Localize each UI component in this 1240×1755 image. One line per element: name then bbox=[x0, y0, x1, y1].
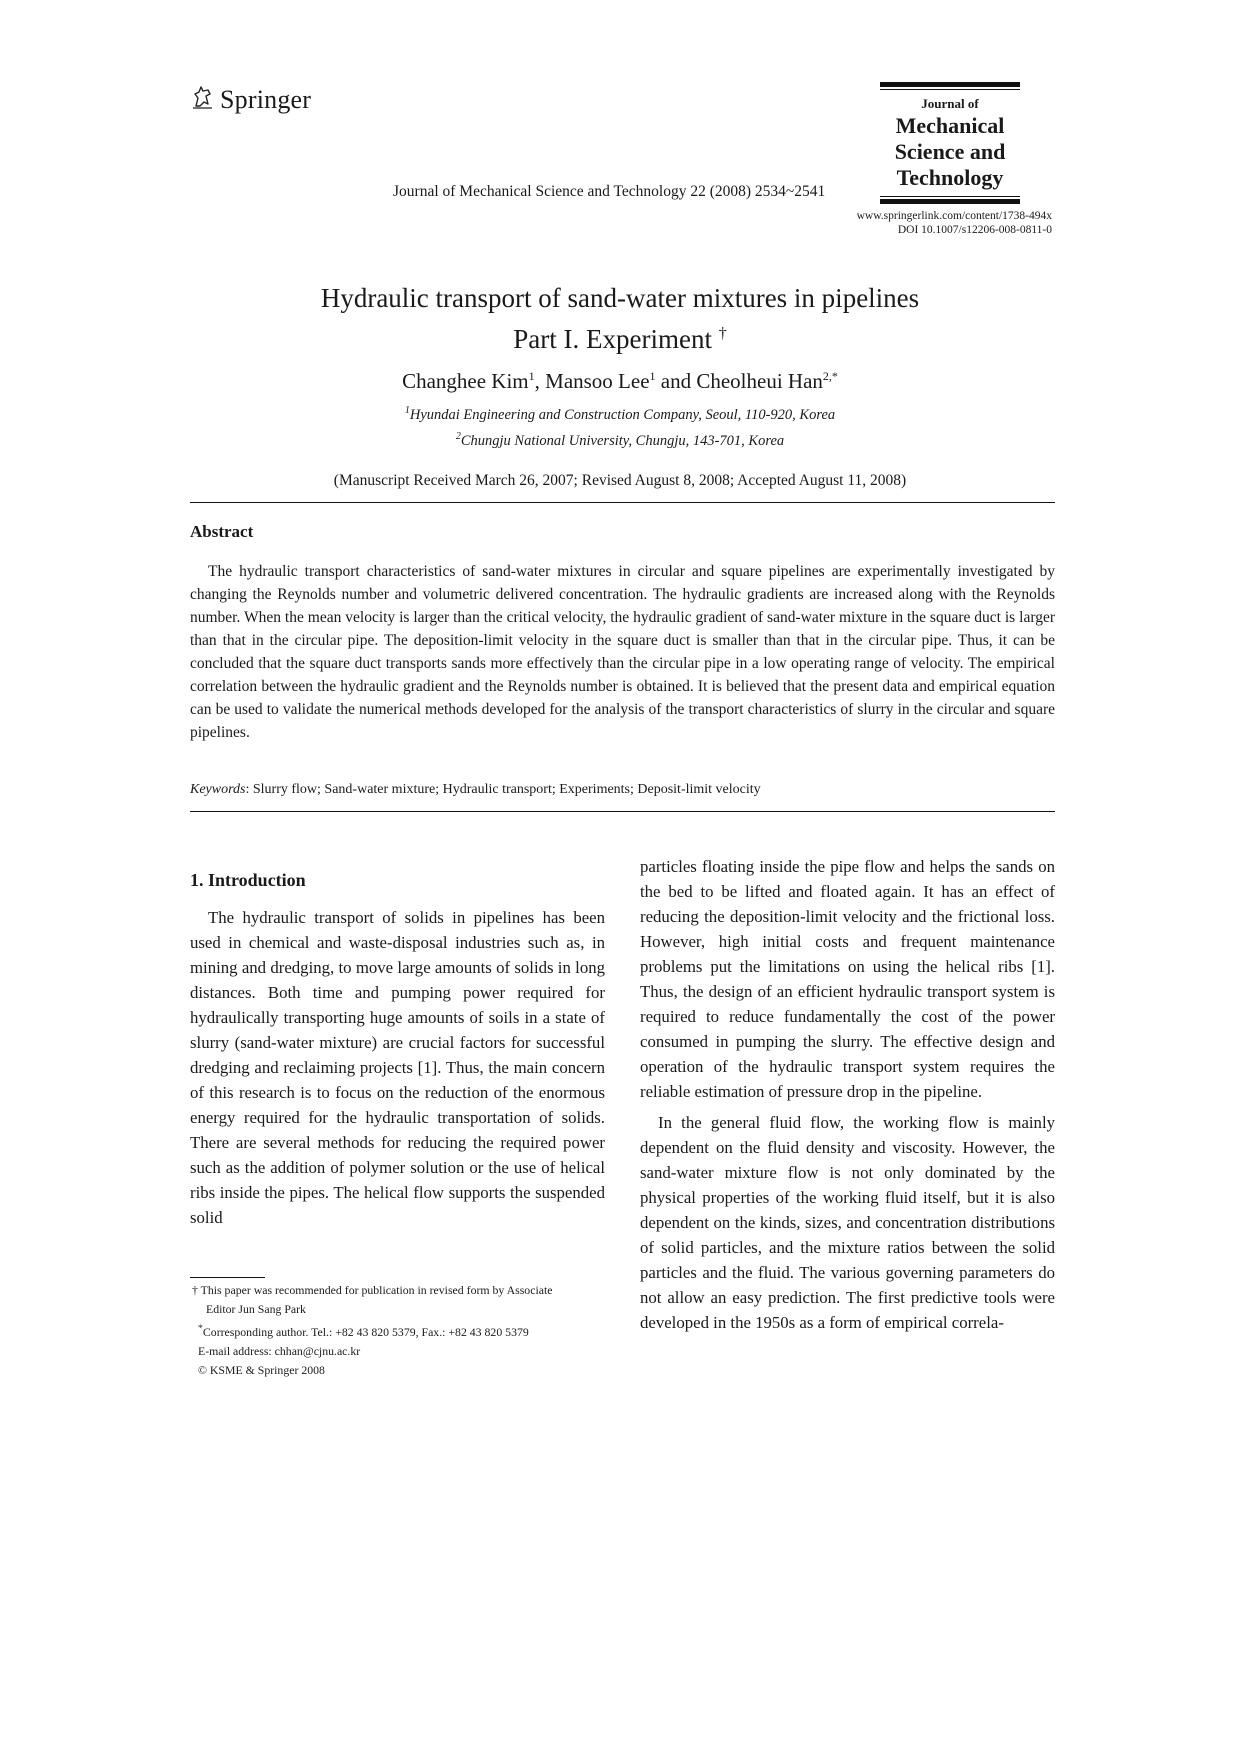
body-paragraph: particles floating inside the pipe flow and helps the sands on the bed to be lifted and floated again. It has an effect of reducing the deposition-limit velocity and the frictional loss. However, high initial costs and frequent maintenance problems put the limitations on using the helical ribs [1]. Thus, the design of an efficient hydraulic transport system is required to reduce fundamentally the cost of the power consumed in pumping the slurry. The effective design and operation of the hydraulic transport system requires the reliable estimation of pressure drop in the pipeline. bbox=[640, 857, 1055, 1101]
springer-horse-icon bbox=[190, 84, 216, 115]
title-line-1: Hydraulic transport of sand-water mixtures in pipelines bbox=[320, 283, 920, 313]
affiliation bbox=[160, 426, 1080, 452]
doi: DOI 10.1007/s12206-008-0811-0 bbox=[897, 224, 1052, 236]
author-affil-mark: 2,* bbox=[822, 369, 838, 383]
journal-name-line: Technology bbox=[896, 165, 1004, 190]
corresponding-text: Corresponding author. Tel.: +82 43 820 5379, Fax.: +82 43 820 5379 bbox=[202, 1324, 529, 1339]
footnote-corresponding bbox=[192, 1319, 612, 1342]
right-column bbox=[640, 854, 1055, 1335]
author-name: Changhee Kim bbox=[402, 369, 529, 393]
divider-bottom bbox=[190, 811, 1055, 812]
paper-title bbox=[160, 280, 1080, 357]
footnote-dagger-cont: Editor Jun Sang Park bbox=[206, 1302, 306, 1316]
author-separator: , bbox=[534, 369, 546, 393]
footnote-rule bbox=[190, 1277, 265, 1278]
footnote-copyright: © KSME & Springer 2008 bbox=[198, 1362, 325, 1377]
author-name: Cheolheui Han bbox=[696, 369, 823, 393]
journal-box-rule bbox=[880, 196, 1020, 197]
journal-box-rule bbox=[880, 82, 1020, 87]
journal-citation: Journal of Mechanical Science and Technology 22 (2008) 2534~2541 bbox=[393, 183, 826, 200]
journal-box-rule bbox=[880, 89, 1020, 90]
keywords-label: Keywords bbox=[190, 782, 246, 797]
journal-of-label: Journal of bbox=[921, 96, 979, 111]
divider-top bbox=[190, 502, 1055, 503]
body-paragraph: The hydraulic transport of solids in pipelines has been used in chemical and waste-disposal industries such as, in mining and dredging, to move large amounts of solids in long distances. Both time and pumping power required for hydraulically transporting huge amounts of soils in a state of slurry (sand-water mixture) are crucial factors for successful dredging and reclaiming projects [1]. Thus, the main concern of this research is to focus on the reduction of the enormous energy required for the hydraulic transportation of solids. There are several methods for reducing the required power such as the addition of polymer solution or the use of helical ribs inside the pipes. The helical flow supports the suspended solid bbox=[190, 908, 605, 1227]
author-affil-mark: 1 bbox=[649, 369, 656, 383]
journal-title-box bbox=[880, 82, 1020, 204]
author-separator: and bbox=[655, 369, 697, 393]
journal-name-line: Science and bbox=[894, 139, 1006, 164]
title-block bbox=[160, 280, 1080, 490]
publisher-logo bbox=[190, 84, 311, 115]
affiliation-text: Chungju National University, Chungju, 143-701, Korea bbox=[460, 432, 785, 449]
keywords-text: : Slurry flow; Sand-water mixture; Hydraulic transport; Experiments; Deposit-limit velocity bbox=[245, 782, 761, 797]
title-line-2-text: Part I. Experiment bbox=[513, 324, 712, 354]
abstract-heading: Abstract bbox=[190, 522, 254, 541]
affiliation bbox=[160, 400, 1080, 426]
footnote-dagger: † This paper was recommended for publication in revised form by Associate bbox=[192, 1283, 553, 1297]
publisher-name: Springer bbox=[220, 84, 312, 114]
title-line-2 bbox=[160, 316, 1080, 357]
title-dagger: † bbox=[718, 325, 727, 342]
affiliation-mark: 1 bbox=[404, 405, 410, 416]
author-name: Mansoo Lee bbox=[545, 369, 650, 393]
journal-name-line: Mechanical bbox=[895, 113, 1005, 138]
footnotes bbox=[192, 1281, 612, 1380]
footnote-email[interactable]: E-mail address: chhan@cjnu.ac.kr bbox=[198, 1343, 361, 1358]
keywords bbox=[190, 782, 1055, 798]
author-list bbox=[160, 369, 1080, 394]
journal-box-rule bbox=[880, 199, 1020, 204]
url-doi-block bbox=[820, 209, 1052, 237]
abstract-text: The hydraulic transport characteristics of sand-water mixtures in circular and square pipelines are experimentally investigated by changing the Reynolds number and volumetric delivered concentration. The hydraulic gradients are increased along with the Reynolds number. When the mean velocity is larger than the critical velocity, the hydraulic gradient of sand-water mixture in the square duct is larger than that in the circular pipe. The deposition-limit velocity in the square duct is smaller than that in the circular pipe. Thus, it can be concluded that the square duct transports sands more effectively than the circular pipe in a low operating range of velocity. The empirical correlation between the hydraulic gradient and the Reynolds number is obtained. It is believed that the present data and empirical equation can be used to validate the numerical methods developed for the analysis of the transport characteristics of slurry in the circular and square pipelines. bbox=[190, 563, 1055, 741]
journal-url[interactable]: www.springerlink.com/content/1738-494x bbox=[856, 210, 1052, 222]
affiliations bbox=[160, 400, 1080, 452]
manuscript-dates: (Manuscript Received March 26, 2007; Revised August 8, 2008; Accepted August 11, 2008) bbox=[333, 471, 907, 489]
section-heading: 1. Introduction bbox=[190, 870, 306, 890]
author-affil-mark: 1 bbox=[528, 369, 535, 383]
body-paragraph: In the general fluid flow, the working flow is mainly dependent on the fluid density and viscosity. However, the sand-water mixture flow is not only dominated by the physical properties of the working fluid itself, but it is also dependent on the kinds, sizes, and concentration distributions of solid particles, and the mixture ratios between the solid particles and the fluid. The various governing parameters do not allow an easy prediction. The first predictive tools were developed in the 1950s as a form of empirical correla- bbox=[640, 1113, 1055, 1332]
left-column bbox=[190, 856, 605, 1230]
affiliation-mark: 2 bbox=[455, 430, 461, 442]
affiliation-text: Hyundai Engineering and Construction Company, Seoul, 110-920, Korea bbox=[409, 406, 836, 423]
footnote-star: * bbox=[198, 1323, 203, 1334]
